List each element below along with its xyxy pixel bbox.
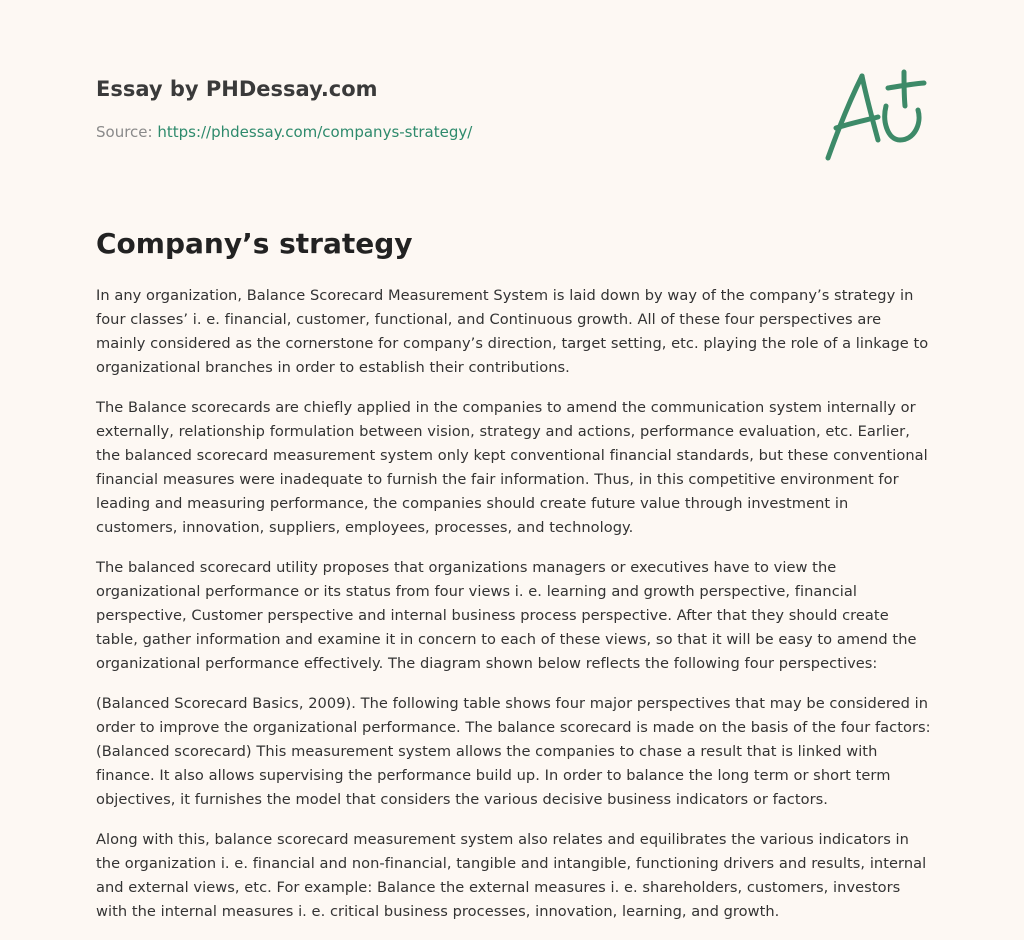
site-title: Essay by PHDessay.com xyxy=(96,77,378,101)
essay-paragraph: (Balanced Scorecard Basics, 2009). The following table shows four major perspectives that may be considered in order to improve the organizational performance. The balance scorecard is made on the basis of the four factors: (Balanced scorecard) This measurement system allows the companies to chase a result that is linked with finance. It also allows supervising the performance build up. In order to balance the long term or short term objectives, it furnishes the model that considers the various decisive business indicators or factors. xyxy=(96,695,931,808)
source-line xyxy=(96,122,656,142)
a-plus-logo xyxy=(818,66,930,166)
essay-paragraph: In any organization, Balance Scorecard Measurement System is laid down by way of the company’s strategy in four classes’ i. e. financial, customer, functional, and Continuous growth. All of these four perspectives are mainly considered as the cornerstone for company’s direction, target setting, etc. playing the role of a linkage to organizational branches in order to establish their contributions. xyxy=(96,287,929,376)
essay-paragraph: The Balance scorecards are chiefly applied in the companies to amend the communication system internally or externally, relationship formulation between vision, strategy and actions, performance evaluation, etc. Earlier, the balanced scorecard measurement system only kept conventional financial standards, but these conventional financial measures were inadequate to furnish the fair information. Thus, in this competitive environment for leading and measuring performance, the companies should create future value through investment in customers, innovation, suppliers, employees, processes, and technology. xyxy=(96,399,928,536)
document-title: Company’s strategy xyxy=(96,227,413,260)
essay-paragraph: Along with this, balance scorecard measurement system also relates and equilibrates the various indicators in the organization i. e. financial and non-financial, tangible and intangible, functioning drivers and results, internal and external views, etc. For example: Balance the external measures i. e. shareholders, customers, investors with the internal measures i. e. critical business processes, innovation, learning, and growth. xyxy=(96,831,927,920)
page-header xyxy=(96,74,656,142)
essay-body xyxy=(96,284,931,940)
source-link[interactable]: https://phdessay.com/companys-strategy/ xyxy=(157,123,473,141)
essay-paragraph: The balanced scorecard utility proposes that organizations managers or executives have to view the organizational performance or its status from four views i. e. learning and growth perspective, financial perspective, Customer perspective and internal business process perspective. After that they should create table, gather information and examine it in concern to each of these views, so that it will be easy to amend the organizational performance effectively. The diagram shown below reflects the following four perspectives: xyxy=(96,559,917,672)
source-label: Source: xyxy=(96,123,158,141)
